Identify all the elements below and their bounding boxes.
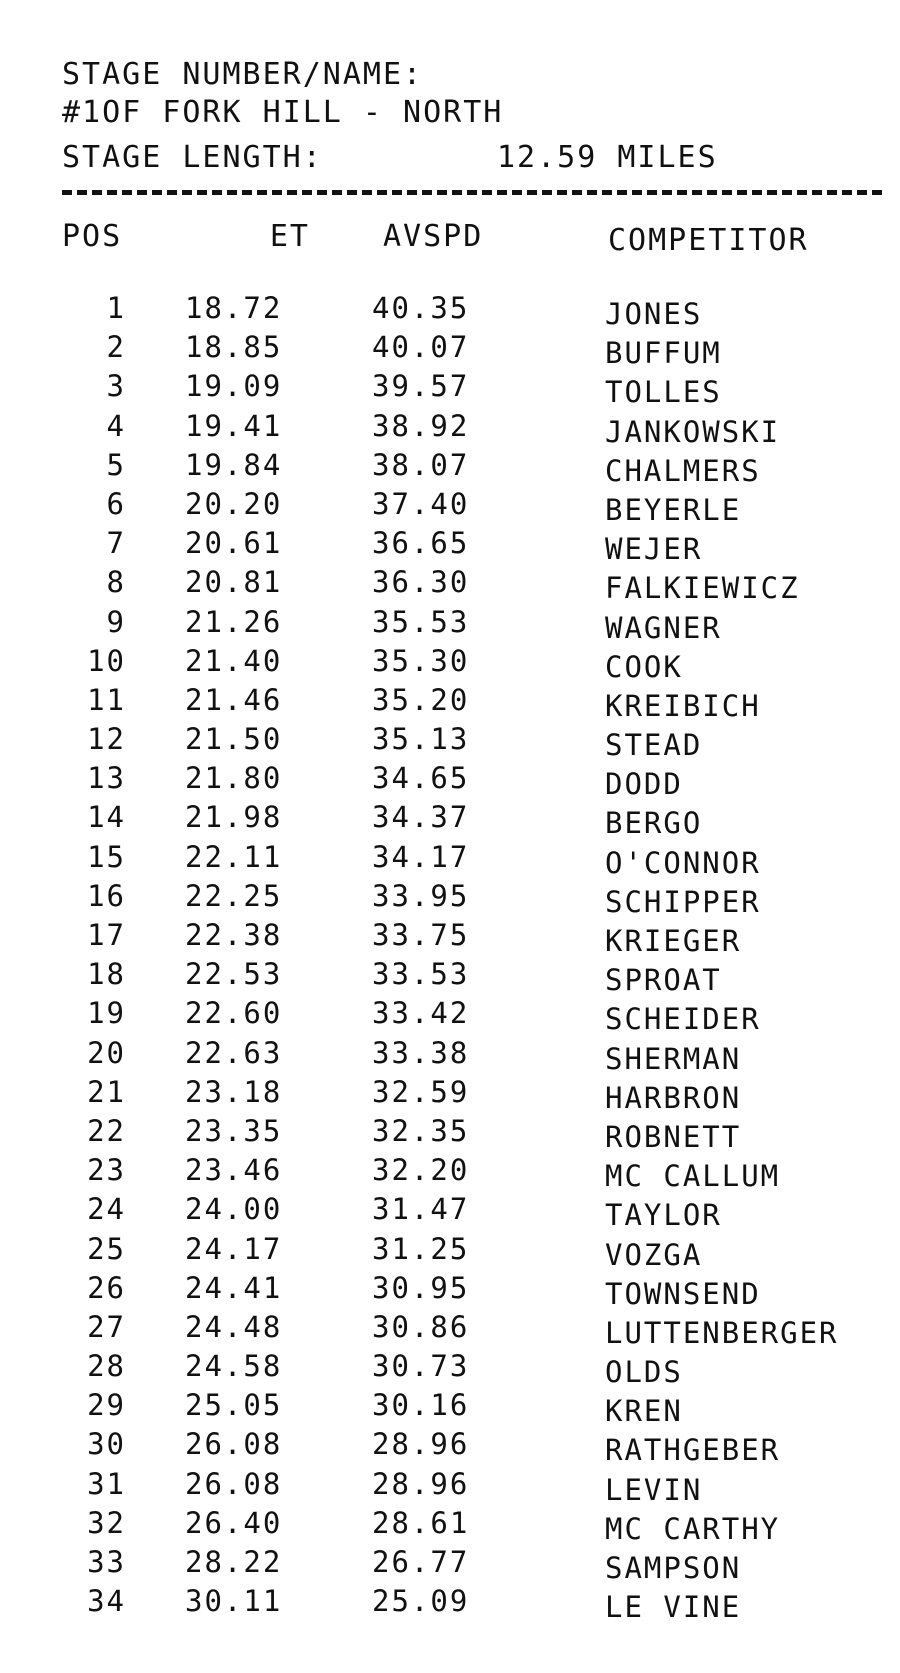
table-row [0, 1349, 900, 1391]
et-cell: 22.11 [185, 839, 283, 874]
position-cell: 30 [87, 1427, 126, 1462]
position-cell: 19 [87, 996, 126, 1031]
et-cell: 24.00 [185, 1192, 283, 1227]
competitor-cell: O'CONNOR [605, 845, 761, 880]
competitor-cell: SCHEIDER [605, 1002, 761, 1037]
et-cell: 28.22 [185, 1545, 283, 1579]
competitor-cell: SPROAT [605, 963, 722, 998]
table-row [0, 486, 900, 529]
et-cell: 25.05 [185, 1388, 283, 1423]
competitor-cell: SHERMAN [605, 1041, 742, 1076]
table-row [0, 1074, 900, 1117]
et-cell: 26.08 [185, 1427, 283, 1462]
column-header-et: ET [269, 219, 310, 254]
competitor-cell: LE VINE [605, 1590, 742, 1625]
results-table [0, 291, 900, 1626]
table-row [0, 1113, 900, 1156]
avspd-cell: 35.53 [372, 604, 470, 639]
avspd-cell: 38.92 [372, 408, 470, 443]
avspd-cell: 36.65 [372, 526, 470, 561]
competitor-cell: OLDS [605, 1355, 683, 1390]
column-header-avspd: AVSPD [383, 219, 484, 254]
competitor-cell: ROBNETT [605, 1119, 742, 1154]
avspd-cell: 28.96 [372, 1466, 470, 1501]
competitor-cell: CHALMERS [605, 453, 761, 488]
avspd-cell: 32.59 [372, 1074, 470, 1109]
dashed-divider [62, 190, 882, 195]
competitor-cell: HARBRON [605, 1080, 742, 1115]
competitor-cell: VOZGA [605, 1237, 703, 1272]
position-cell: 31 [87, 1466, 126, 1501]
et-cell: 24.41 [185, 1270, 283, 1305]
avspd-cell: 37.40 [372, 486, 470, 521]
avspd-cell: 34.65 [372, 761, 470, 796]
competitor-cell: COOK [605, 649, 683, 684]
competitor-cell: BUFFUM [605, 336, 722, 371]
position-cell: 28 [87, 1349, 126, 1384]
et-cell: 24.48 [185, 1309, 283, 1344]
avspd-cell: 33.53 [372, 957, 470, 992]
table-row [0, 1388, 900, 1430]
position-cell: 32 [87, 1505, 126, 1540]
position-cell: 22 [87, 1113, 126, 1148]
table-row [0, 800, 900, 842]
avspd-cell: 36.30 [372, 565, 470, 600]
et-cell: 24.17 [185, 1231, 283, 1266]
position-cell: 23 [87, 1153, 126, 1188]
position-cell: 33 [87, 1545, 126, 1579]
table-row [0, 1427, 900, 1469]
et-cell: 20.81 [185, 565, 283, 600]
competitor-cell: WAGNER [605, 610, 722, 645]
position-cell: 4 [106, 408, 126, 443]
table-row [0, 604, 900, 647]
et-cell: 18.85 [185, 330, 283, 365]
competitor-cell: LUTTENBERGER [605, 1315, 839, 1350]
table-row [0, 957, 900, 999]
competitor-cell: TOLLES [605, 375, 722, 410]
et-cell: 22.60 [185, 996, 283, 1031]
competitor-cell: KRIEGER [605, 924, 742, 958]
table-row [0, 369, 900, 411]
et-cell: 30.11 [185, 1584, 283, 1619]
position-cell: 10 [87, 643, 126, 678]
position-cell: 27 [87, 1309, 126, 1344]
avspd-cell: 32.20 [372, 1153, 470, 1188]
et-cell: 19.41 [185, 408, 283, 443]
et-cell: 23.18 [185, 1074, 283, 1109]
position-cell: 9 [106, 604, 126, 639]
avspd-cell: 35.13 [372, 722, 470, 757]
et-cell: 19.09 [185, 369, 283, 404]
position-cell: 8 [106, 565, 126, 600]
competitor-cell: JONES [605, 297, 703, 331]
avspd-cell: 38.07 [372, 447, 470, 482]
avspd-cell: 30.16 [372, 1388, 470, 1423]
position-cell: 16 [87, 878, 126, 913]
avspd-cell: 33.75 [372, 918, 470, 952]
table-row [0, 1153, 900, 1195]
avspd-cell: 34.17 [372, 839, 470, 874]
table-row [0, 1035, 900, 1078]
avspd-cell: 26.77 [372, 1545, 470, 1579]
competitor-cell: TOWNSEND [605, 1276, 761, 1311]
stage-name: #1OF FORK HILL - NORTH [62, 95, 504, 130]
table-row [0, 1584, 900, 1626]
et-cell: 26.40 [185, 1505, 283, 1540]
competitor-cell: WEJER [605, 532, 703, 567]
table-row [0, 330, 900, 372]
et-cell: 21.26 [185, 604, 283, 639]
et-cell: 22.53 [185, 957, 283, 992]
table-row [0, 1505, 900, 1548]
avspd-cell: 33.38 [372, 1035, 470, 1070]
table-row [0, 526, 900, 568]
avspd-cell: 33.42 [372, 996, 470, 1031]
et-cell: 21.40 [185, 643, 283, 678]
avspd-cell: 34.37 [372, 800, 470, 835]
avspd-cell: 31.47 [372, 1192, 470, 1227]
competitor-cell: SCHIPPER [605, 884, 761, 919]
table-row [0, 565, 900, 607]
competitor-cell: MC CALLUM [605, 1159, 781, 1194]
table-row [0, 839, 900, 882]
table-row [0, 1192, 900, 1234]
position-cell: 5 [106, 447, 126, 482]
et-cell: 22.63 [185, 1035, 283, 1070]
table-row [0, 761, 900, 803]
avspd-cell: 28.61 [372, 1505, 470, 1540]
et-cell: 21.98 [185, 800, 283, 835]
avspd-cell: 30.95 [372, 1270, 470, 1305]
avspd-cell: 28.96 [372, 1427, 470, 1462]
position-cell: 14 [87, 800, 126, 835]
position-cell: 13 [87, 761, 126, 796]
et-cell: 21.80 [185, 761, 283, 796]
stage-label: STAGE NUMBER/NAME: [62, 57, 424, 92]
competitor-cell: RATHGEBER [605, 1433, 781, 1468]
column-header-competitor: COMPETITOR [608, 223, 809, 258]
position-cell: 11 [87, 682, 126, 717]
position-cell: 24 [87, 1192, 126, 1227]
position-cell: 12 [87, 722, 126, 757]
competitor-cell: FALKIEWICZ [605, 571, 800, 606]
avspd-cell: 31.25 [372, 1231, 470, 1266]
competitor-cell: TAYLOR [605, 1198, 722, 1233]
position-cell: 6 [106, 486, 126, 521]
avspd-cell: 35.20 [372, 682, 470, 717]
position-cell: 15 [87, 839, 126, 874]
avspd-cell: 40.07 [372, 330, 470, 365]
length-value: 12.59 MILES [497, 140, 718, 175]
et-cell: 19.84 [185, 447, 283, 482]
avspd-cell: 32.35 [372, 1113, 470, 1148]
avspd-cell: 30.86 [372, 1309, 470, 1344]
table-row [0, 1545, 900, 1587]
column-header-pos: POS [62, 219, 123, 254]
position-cell: 18 [87, 957, 126, 992]
et-cell: 23.46 [185, 1153, 283, 1188]
avspd-cell: 33.95 [372, 878, 470, 913]
competitor-cell: JANKOWSKI [605, 414, 781, 449]
et-cell: 26.08 [185, 1466, 283, 1501]
competitor-cell: BEYERLE [605, 492, 742, 527]
table-row [0, 996, 900, 1038]
position-cell: 1 [106, 291, 126, 325]
position-cell: 25 [87, 1231, 126, 1266]
et-cell: 18.72 [185, 291, 283, 325]
et-cell: 20.61 [185, 526, 283, 561]
competitor-cell: MC CARTHY [605, 1511, 781, 1546]
table-row [0, 722, 900, 764]
table-row [0, 682, 900, 725]
table-row [0, 1270, 900, 1313]
position-cell: 7 [106, 526, 126, 561]
et-cell: 21.50 [185, 722, 283, 757]
et-cell: 22.25 [185, 878, 283, 913]
table-row [0, 447, 900, 490]
table-row [0, 643, 900, 686]
position-cell: 20 [87, 1035, 126, 1070]
position-cell: 17 [87, 918, 126, 952]
avspd-cell: 35.30 [372, 643, 470, 678]
table-row [0, 291, 900, 333]
et-cell: 23.35 [185, 1113, 283, 1148]
et-cell: 24.58 [185, 1349, 283, 1384]
competitor-cell: KREIBICH [605, 688, 761, 723]
avspd-cell: 30.73 [372, 1349, 470, 1384]
position-cell: 34 [87, 1584, 126, 1619]
table-row [0, 1231, 900, 1274]
et-cell: 20.20 [185, 486, 283, 521]
table-row [0, 1309, 900, 1352]
avspd-cell: 39.57 [372, 369, 470, 404]
table-row [0, 1466, 900, 1509]
table-row [0, 878, 900, 921]
et-cell: 21.46 [185, 682, 283, 717]
competitor-cell: STEAD [605, 728, 703, 763]
table-row [0, 408, 900, 451]
position-cell: 26 [87, 1270, 126, 1305]
competitor-cell: SAMPSON [605, 1551, 742, 1585]
position-cell: 29 [87, 1388, 126, 1423]
position-cell: 21 [87, 1074, 126, 1109]
table-row [0, 918, 900, 960]
length-label: STAGE LENGTH: [62, 140, 323, 175]
et-cell: 22.38 [185, 918, 283, 952]
competitor-cell: LEVIN [605, 1472, 703, 1507]
competitor-cell: DODD [605, 767, 683, 802]
position-cell: 2 [106, 330, 126, 365]
position-cell: 3 [106, 369, 126, 404]
avspd-cell: 25.09 [372, 1584, 470, 1619]
avspd-cell: 40.35 [372, 291, 470, 325]
competitor-cell: KREN [605, 1394, 683, 1429]
competitor-cell: BERGO [605, 806, 703, 841]
